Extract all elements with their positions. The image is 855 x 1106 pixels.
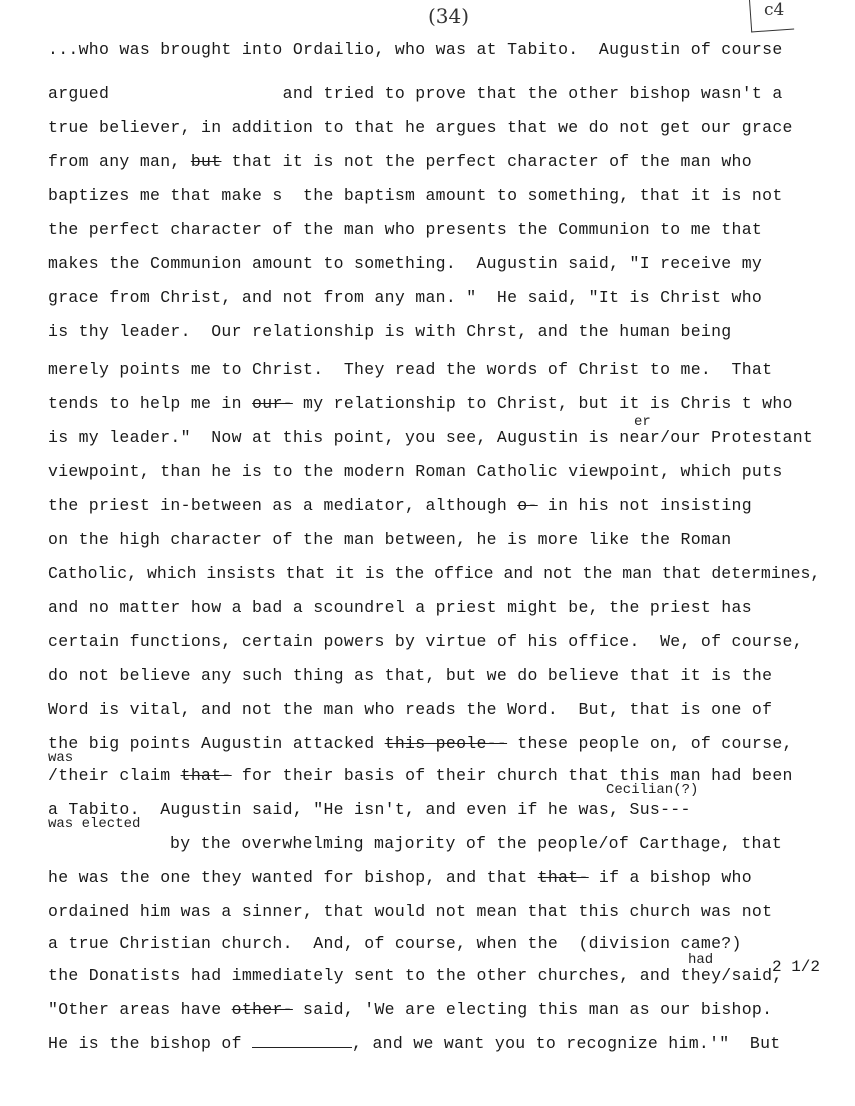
text-line: the Donatists had immediately sent to the other churches, and they/said, <box>48 966 783 985</box>
struck-word: our- <box>252 394 293 413</box>
text-line: a Tabito. Augustin said, "He isn't, and even if he was, Sus--- <box>48 800 691 819</box>
text-line: is my leader." Now at this point, you see, Augustin is near/our Protestant <box>48 428 814 447</box>
text-line: /their claim that- for their basis of their church that this man had been <box>48 766 793 785</box>
text-line: tends to help me in our- my relationship to Christ, but it is Chris t who <box>48 394 793 413</box>
text-line: argued and tried to prove that the other bishop wasn't a <box>48 84 783 103</box>
text-line: a true Christian church. And, of course, when the (division came?) <box>48 934 742 953</box>
text-line: makes the Communion amount to something. Augustin said, "I receive my <box>48 254 763 273</box>
interlinear-note: was <box>48 750 74 766</box>
interlinear-note: was elected <box>48 816 141 832</box>
text-line: ordained him was a sinner, that would not mean that this church was not <box>48 902 773 921</box>
text-line: the big points Augustin attacked this peole-- these people on, of course, <box>48 734 793 753</box>
page-number: (34) <box>428 4 470 28</box>
text-line: by the overwhelming majority of the people/of Carthage, that <box>170 834 783 853</box>
text-line: true believer, in addition to that he argues that we do not get our grace <box>48 118 793 137</box>
interlinear-note: Cecilian(?) <box>606 782 699 798</box>
text-line: Word is vital, and not the man who reads the Word. But, that is one of <box>48 700 773 719</box>
text-line: he was the one they wanted for bishop, and that that- if a bishop who <box>48 868 752 887</box>
struck-word: that- <box>537 868 589 887</box>
text-line: and no matter how a bad a scoundrel a priest might be, the priest has <box>48 598 752 617</box>
interlinear-note: er <box>634 414 651 430</box>
text-line: "Other areas have other- said, 'We are electing this man as our bishop. <box>48 1000 773 1019</box>
text-line: on the high character of the man between, he is more like the Roman <box>48 530 732 549</box>
struck-word: this peole-- <box>384 734 508 753</box>
text-line: do not believe any such thing as that, but we do believe that it is the <box>48 666 773 685</box>
interlinear-note: had <box>688 952 714 968</box>
text-line: the perfect character of the man who presents the Communion to me that <box>48 220 763 239</box>
blank-line <box>252 1035 352 1048</box>
text-line: ...who was brought into Ordailio, who was at Tabito. Augustin of course <box>48 40 783 59</box>
text-line: viewpoint, than he is to the modern Roman Catholic viewpoint, which puts <box>48 462 783 481</box>
text-line: the priest in-between as a mediator, although o- in his not insisting <box>48 496 752 515</box>
text-line: Catholic, which insists that it is the office and not the man that determines, <box>48 564 821 583</box>
text-line: from any man, but that it is not the perfect character of the man who <box>48 152 752 171</box>
text-line: is thy leader. Our relationship is with Chrst, and the human being <box>48 322 732 341</box>
text-line: certain functions, certain powers by virtue of his office. We, of course, <box>48 632 803 651</box>
struck-word: other- <box>231 1000 293 1019</box>
text-line: baptizes me that make s the baptism amount to something, that it is not <box>48 186 783 205</box>
text-line: grace from Christ, and not from any man. " He said, "It is Christ who <box>48 288 763 307</box>
struck-word: that- <box>180 766 232 785</box>
text-line: merely points me to Christ. They read the words of Christ to me. That <box>48 360 773 379</box>
struck-word: but <box>190 152 222 171</box>
corner-label: c4 <box>764 0 785 20</box>
struck-word: o- <box>517 496 538 515</box>
margin-note: 2 1/2 <box>772 958 821 976</box>
text-line: He is the bishop of , and we want you to recognize him.'" But <box>48 1034 781 1053</box>
